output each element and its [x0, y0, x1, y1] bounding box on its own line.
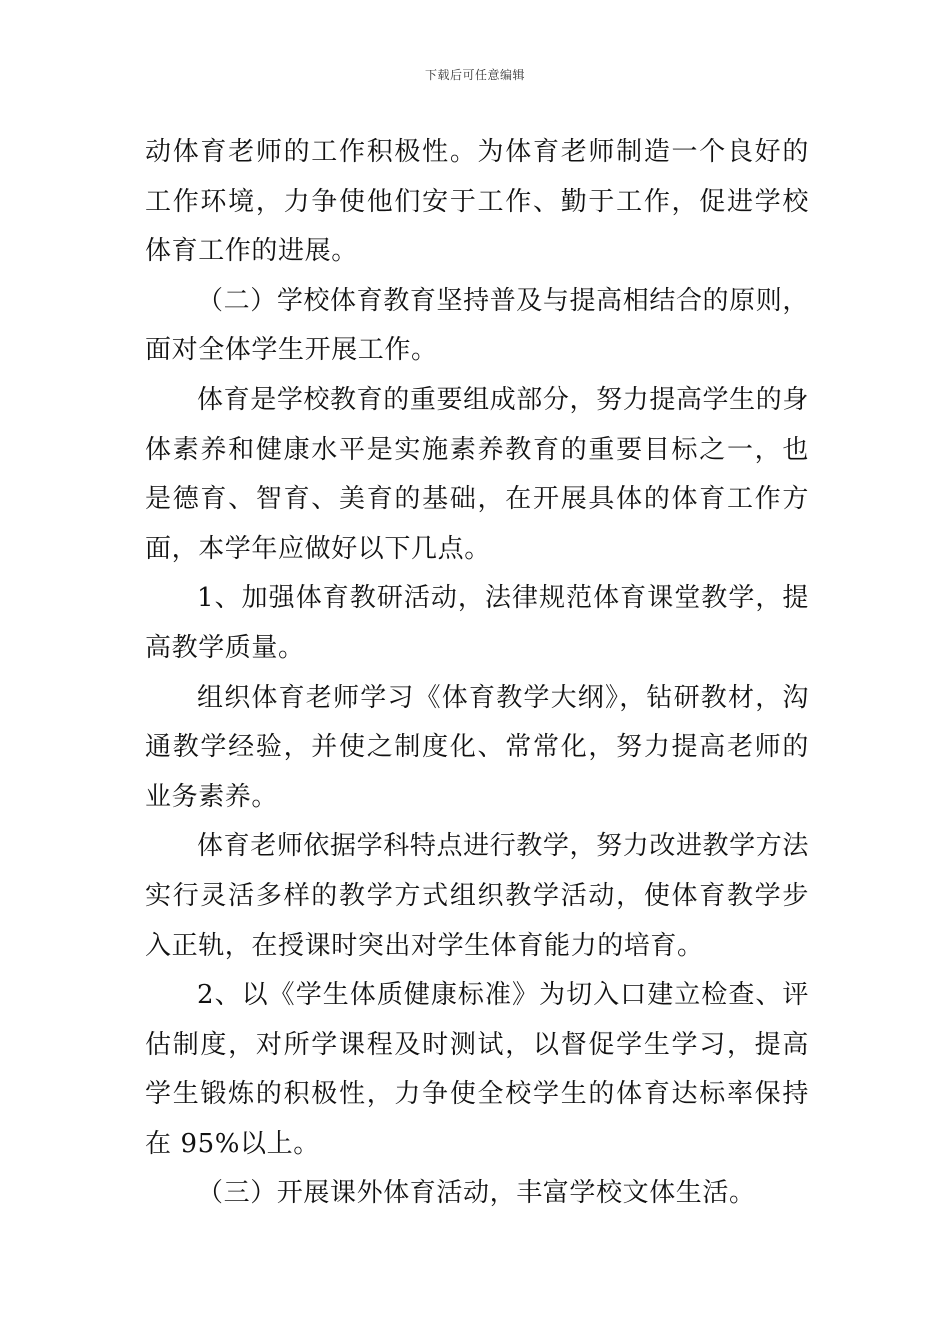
paragraph: 体育是学校教育的重要组成部分，努力提高学生的身体素养和健康水平是实施素养教育的重要目标之一，也是德育、智育、美育的基础，在开展具体的体育工作方面，本学年应做好以下几点。	[145, 384, 809, 564]
header-note: 下载后可任意编辑	[424, 68, 525, 82]
paragraph-continuation: 动体育老师的工作积极性。为体育老师制造一个良好的工作环境，力争使他们安于工作、勤于工作，促进学校体育工作的进展。	[145, 137, 809, 267]
list-item-two: 2、以《学生体质健康标准》为切入口建立检查、评估制度，对所学课程及时测试，以督促学生学习，提高学生锻炼的积极性，力争使全校学生的体育达标率保持在 95%以上。	[145, 980, 809, 1159]
list-item-one: 1、加强体育教研活动，法律规范体育课堂教学，提高教学质量。	[145, 583, 809, 663]
paragraph: 组织体育老师学习《体育教学大纲》，钻研教材，沟通教学经验，并使之制度化、常常化，努力提高老师的业务素养。	[145, 682, 809, 812]
section-heading-three: （三）开展课外体育活动，丰富学校文体生活。	[197, 1178, 756, 1209]
section-heading-two: （二）学校体育教育坚持普及与提高相结合的原则，面对全体学生开展工作。	[145, 285, 809, 366]
paragraph: 体育老师依据学科特点进行教学，努力改进教学方法实行灵活多样的教学方式组织教学活动，使体育教学步入正轨，在授课时突出对学生体育能力的培育。	[145, 831, 809, 961]
document-body	[145, 128, 809, 1219]
